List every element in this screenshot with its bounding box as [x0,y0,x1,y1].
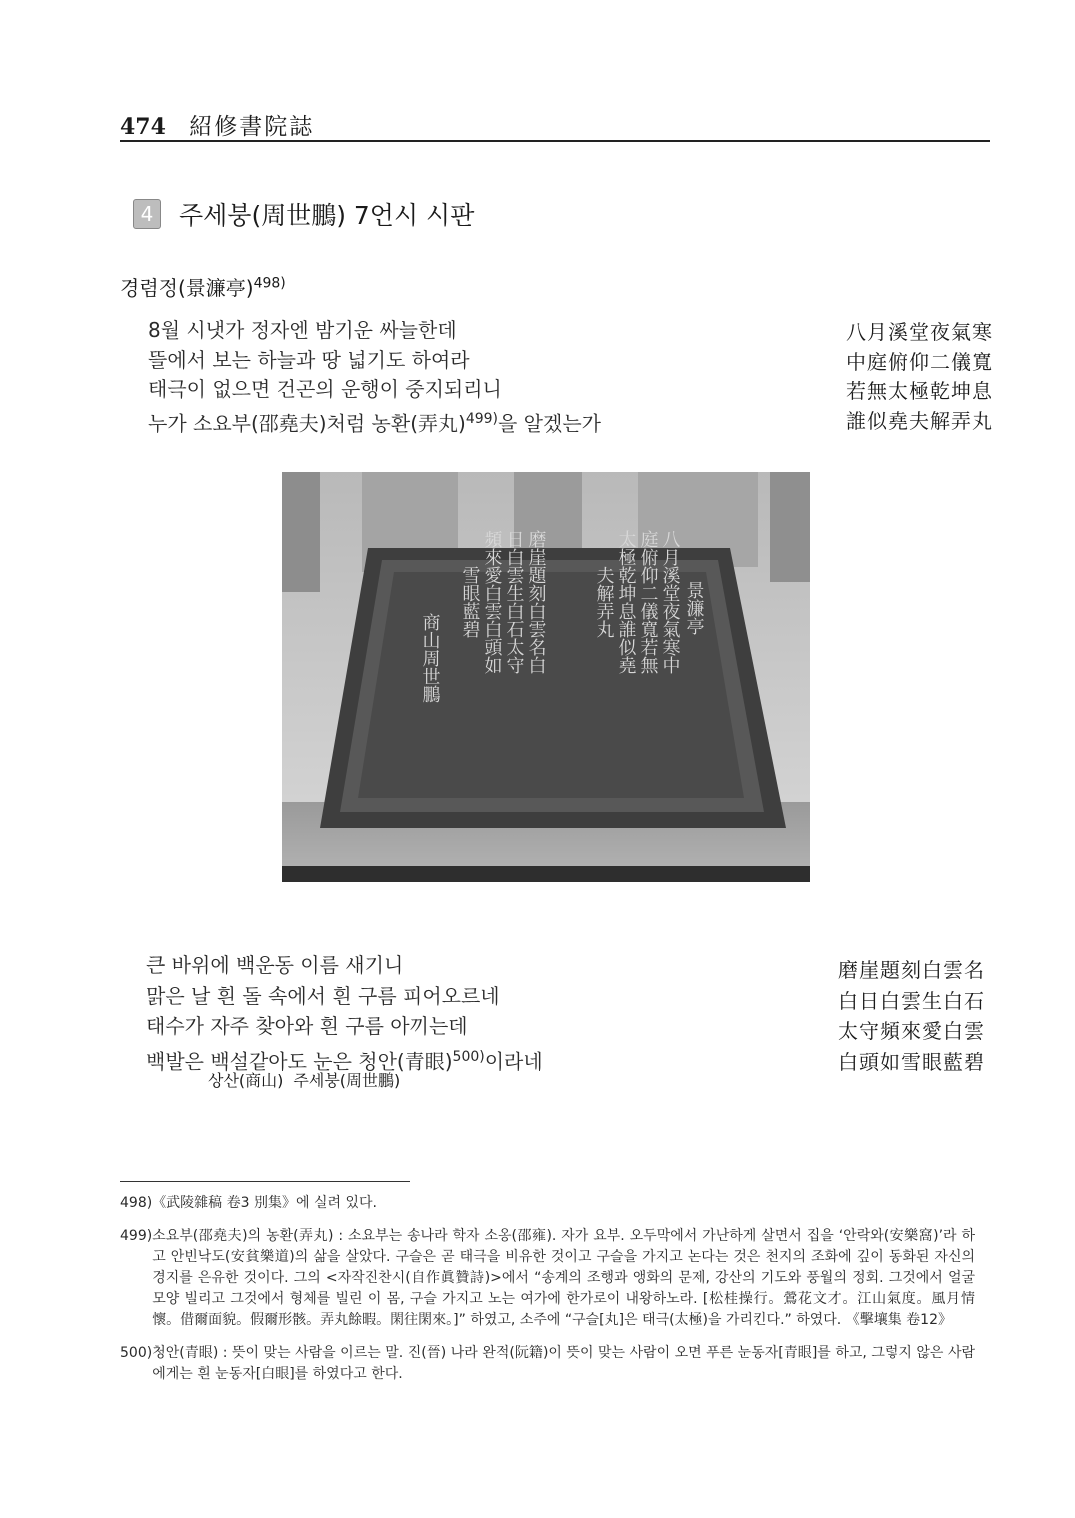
header-rule [120,140,990,142]
poem1-korean-line [148,405,601,439]
poem2-korean-line: 태수가 자주 찾아와 흰 구름 아끼는데 [146,1014,468,1038]
board-text-column: 日白雲生白石太守 [503,530,525,674]
footnote-ref-499: 499) [465,410,498,427]
poem1-chinese-line: 若無太極乾坤息 [846,379,993,403]
footnote-ref-498: 498) [253,275,286,292]
poem1-korean-line: 8월 시냇가 정자엔 밤기운 싸늘한데 [148,318,457,342]
board-text-column: 夫解弄丸 [593,566,615,638]
board-text-column: 頻來愛白雲白頭如 [481,530,503,674]
poem-signature [208,1068,400,1091]
line-text: 을 알겠는가 [498,411,601,436]
poem2-chinese-line: 太守頻來愛白雲 [838,1019,985,1043]
board-text-column: 太極乾坤息誰似堯 [615,530,637,674]
signature-place: 상산(商山) [208,1071,284,1090]
footnote-number: 498) [120,1195,153,1211]
footnote [120,1343,975,1385]
poem2-korean [146,950,543,1077]
footnote [120,1226,975,1331]
poem1-chinese [846,318,993,436]
poem2-chinese-line: 磨崖題刻白雲名 [838,958,985,982]
poem2-korean-line: 큰 바위에 백운동 이름 새기니 [146,953,404,977]
poem2-chinese [838,955,985,1077]
poem1-chinese-line: 八月溪堂夜氣寒 [846,320,993,344]
poem-title [120,272,286,301]
poem2-chinese-line: 白日白雲生白石 [838,988,985,1013]
footnote-rule [120,1181,410,1182]
footnotes [120,1193,975,1397]
section-heading [133,196,474,232]
poem1-korean-line: 태극이 없으면 건곤의 운행이 중지되리니 [148,377,502,401]
poem1-korean [148,316,601,439]
poem-title-text: 경렴정(景濂亭) [120,276,254,300]
signature-author: 주세붕(周世鵬) [293,1071,401,1090]
poem1-chinese-line: 中庭俯仰二儀寬 [846,349,993,374]
board-text-column: 商山周世鵬 [419,613,441,703]
footnote [120,1193,975,1214]
board-text-column: 雪眼藍碧 [459,566,481,638]
line-text: 누가 소요부(邵堯夫)처럼 농환(弄丸) [148,411,466,436]
poem2-korean-line: 맑은 날 흰 돌 속에서 흰 구름 피어오르네 [146,983,500,1008]
running-header [120,108,314,141]
footnote-number: 500) [120,1345,153,1361]
board-text-column: 磨崖題刻白雲名白 [525,530,547,674]
board-text-column: 八月溪堂夜氣寒中 [659,530,681,674]
poem1-chinese-line: 誰似堯夫解弄丸 [846,408,993,433]
footnote-text: 청안(青眼) : 뜻이 맞는 사람을 이르는 말. 진(晉) 나라 완적(阮籍)이 뜻이 맞는 사람이 오면 푸른 눈동자[青眼]를 하고, 그렇지 않은 사람에게는 흰 눈동자[白眼]를 하였다고 한다. [152,1345,975,1382]
section-number-badge: 4 [133,199,161,229]
page-number: 474 [120,114,166,140]
board-photo [282,472,810,882]
line-text: 백발은 백설같아도 눈은 청안(青眼) [146,1049,453,1074]
board-text-column: 庭俯仰二儀寬若無 [637,530,659,674]
poem1-korean-line: 뜰에서 보는 하늘과 땅 넓기도 하여라 [148,347,470,372]
board-text-column: 景濂亭 [683,581,705,635]
footnote-ref-500: 500) [452,1048,485,1065]
footnote-text: 소요부(邵堯夫)의 농환(弄丸) : 소요부는 송나라 학자 소옹(邵雍). 자가 요부. 오두막에서 가난하게 살면서 집을 ‘안락와(安樂窩)’라 하고 안빈낙도(安貧樂道)의 삶을 살았다. 구슬은 곧 태극을 비유한 것이고 구슬을 가지고 논다는 것은 천지의 조화에 깊이 동화된 자신의 경지를 은유한 것이다. 그의 <자작진찬시(自作眞贊詩)>에서 “송계의 조행과 앵화의 문제, 강산의 기도와 풍월의 정회. 그것에서 얼굴 모양 빌리고 그것에서 형체를 빌린 이 몸, 구슬 가지고 노는 여가에 한가로이 내왕하노라. [松桂操行。鶯花文才。江山氣度。風月情懷。借爾面貌。假爾形骸。弄丸餘暇。閑往閑來。]” 하였고, 소주에 “구슬[丸]은 태극(太極)을 가리킨다.” 하였다. 《擊壤集 卷12》 [152,1228,975,1328]
section-title: 주세붕(周世鵬) 7언시 시판 [179,201,475,230]
book-title: 紹修書院誌 [189,114,315,140]
poem2-chinese-line: 白頭如雪眼藍碧 [838,1049,985,1074]
footnote-text: 《武陵雜稿 卷3 別集》에 실려 있다. [152,1195,377,1211]
footnote-number: 499) [120,1228,153,1244]
line-text: 이라네 [484,1049,543,1074]
